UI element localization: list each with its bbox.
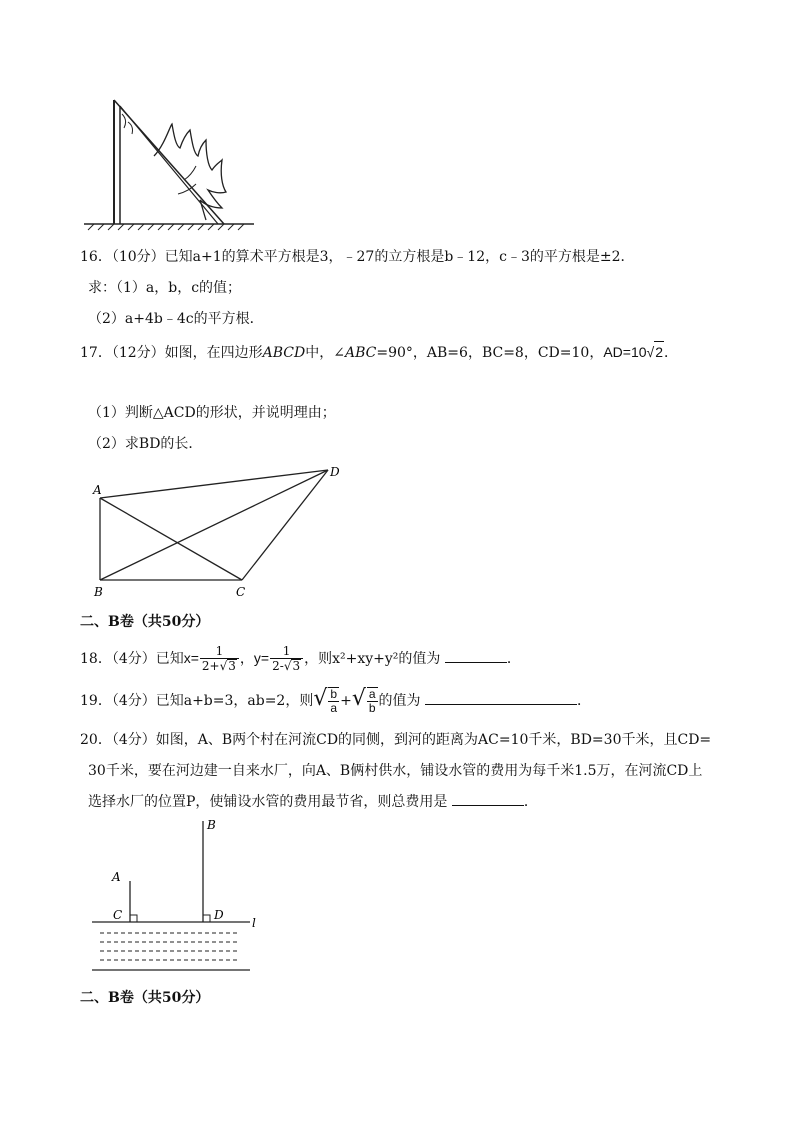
- q17-part2: （2）求BD的长．: [88, 436, 203, 452]
- q20-line1: 20．（4分）如图，A、B两个村在河流CD的同侧，到河的距离为AC=10千米，BD=30千米，且CD=: [80, 732, 712, 748]
- q19-stem: 19．（4分）已知a+b=3，ab=2，则√ $\frac{b}{a}$ +√ $\frac{a}{b}$ 的值为 ．: [80, 686, 591, 715]
- q18-x-label: x=: [183, 650, 199, 666]
- q17-label-a: A: [93, 483, 102, 497]
- q18-y-label: y=: [253, 650, 270, 666]
- q17-diag-ac: [100, 498, 242, 580]
- q16-part1: 求：（1）a，b，c的值；: [88, 280, 242, 296]
- q20-label-a: A: [112, 870, 121, 884]
- q18-end: ．: [506, 651, 521, 667]
- q18-stem: 18．（4分）已知x= $\frac{1}{2+√3}$ ，y= $\frac{1}{2-√3}$ ，则x²+xy+y²的值为 ．: [80, 644, 521, 673]
- q19-end: ．: [576, 693, 591, 709]
- q20-figure: [90, 815, 270, 975]
- q18-x-fraction: [200, 645, 239, 673]
- q18-x-num: 1: [200, 645, 239, 659]
- q18-tail: ，则x²+xy+y²的值为: [304, 651, 441, 667]
- q20-line3: [88, 791, 538, 812]
- q20-label-c: C: [113, 908, 123, 922]
- q20-label-l: l: [252, 916, 256, 930]
- q20-line3-text: 选择水厂的位置P，使铺设水管的费用最节省，则总费用是: [88, 794, 448, 810]
- q20-end: ．: [523, 794, 538, 810]
- q18-answer-blank[interactable]: [445, 648, 507, 663]
- q19-answer-blank[interactable]: [425, 690, 577, 705]
- q17-quad: ABCD: [262, 345, 306, 361]
- q17-figure: [90, 460, 350, 600]
- q19-lead: 19．（4分）已知a+b=3，ab=2，则: [80, 693, 314, 709]
- q19-tail: 的值为: [378, 693, 421, 709]
- q17-label-d: D: [330, 465, 340, 479]
- q19-plus: +: [340, 693, 352, 709]
- q17-ad-label: AD=10: [603, 344, 647, 360]
- q17-mid: 中，∠: [305, 345, 345, 361]
- section-b-heading-1: 二、B卷（共50分）: [80, 614, 210, 630]
- q20-label-b: B: [207, 818, 216, 832]
- q18-y-fraction: [270, 645, 303, 673]
- q17-edge-cd: [242, 470, 328, 580]
- q18-y-den: 2-√3: [272, 659, 301, 673]
- q17-stem: 17．（12分）如图，在四边形ABCD中，∠ABC=90°，AB=6，BC=8，CD=10，AD=10√2．: [80, 341, 678, 363]
- q17-given: =90°，AB=6，BC=8，CD=10，: [376, 345, 604, 361]
- q18-x-den: 2+√3: [201, 659, 236, 673]
- q17-ad-radicand: 2: [654, 341, 664, 362]
- q16-part2: （2）a+4b﹣4c的平方根．: [88, 311, 264, 327]
- q19-frac2: $\frac{a}{b}$: [368, 687, 376, 715]
- q17-edge-ad: [100, 470, 328, 498]
- q15-figure: [84, 96, 254, 232]
- q20-line2: 30千米，要在河边建一自来水厂，向A、B俩村供水，铺设水管的费用为每千米1.5万，在河流CD上: [88, 763, 703, 779]
- q17-lead: 17．（12分）如图，在四边形: [80, 345, 263, 361]
- section-b-heading-2: 二、B卷（共50分）: [80, 990, 210, 1006]
- q16-stem: 16．（10分）已知a+1的算术平方根是3，﹣27的立方根是b﹣12，c﹣3的平方根是±2．: [80, 249, 635, 265]
- q17-label-c: C: [236, 585, 246, 599]
- q17-label-b: B: [94, 585, 103, 599]
- q20-answer-blank[interactable]: [452, 791, 524, 806]
- q17-angle: ABC: [344, 345, 377, 361]
- q17-ad: AD=10√2: [603, 344, 664, 360]
- q18-lead: 18．（4分）已知: [80, 651, 184, 667]
- q17-part1: （1）判断△ACD的形状，并说明理由；: [88, 405, 336, 421]
- q20-label-d: D: [214, 908, 224, 922]
- q19-frac1: $\frac{b}{a}$: [330, 687, 338, 715]
- q18-y-num: 1: [270, 645, 303, 659]
